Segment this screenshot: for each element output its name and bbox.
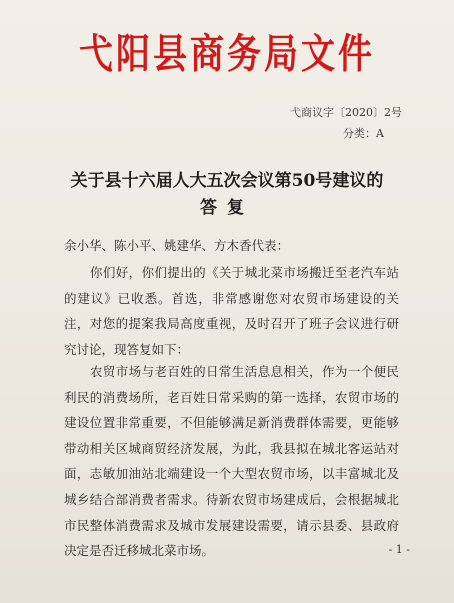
body-paragraph-1: 你们好，你们提出的《关于城北菜市场搬迁至老汽车站的建议》已收悉。首选，非常感谢您对农贸市场建设的关注，对您的提案我局高度重视，及时召开了班子会议进行研究讨论，现答复如下： xyxy=(64,265,399,357)
page-number: - 1 - xyxy=(388,543,410,556)
document-title-line-1: 关于县十六届人大五次会议第50号建议的 xyxy=(70,171,384,191)
issuer-header: 弋阳县商务局文件 xyxy=(79,31,375,79)
classification-label: 分类：A xyxy=(343,127,384,140)
document-title-line-2: 答复 xyxy=(200,198,254,218)
document-number: 弋商议字〔2020〕2号 xyxy=(290,106,402,119)
body-paragraph-2: 农贸市场与老百姓的日常生活息息相关，作为一个便民利民的消费场所，老百姓日常采购的第一选择，农贸市场的建设位置非常重要，不但能够满足新消费群体需要，更能够带动相关区城商贸经济发展，为此，我县拟在城北客运站对面，志敏加油站北端建设一个大型农贸市场，以丰富城北及城乡结合部消费者需求。待新农贸市场建成后，会根据城北市民整体消费需求及城市发展建设需要，请示县委、县政府决定是否迁移城北菜市场。 xyxy=(64,364,399,559)
salutation: 余小华、陈小平、姚建华、方木香代表： xyxy=(64,238,290,253)
